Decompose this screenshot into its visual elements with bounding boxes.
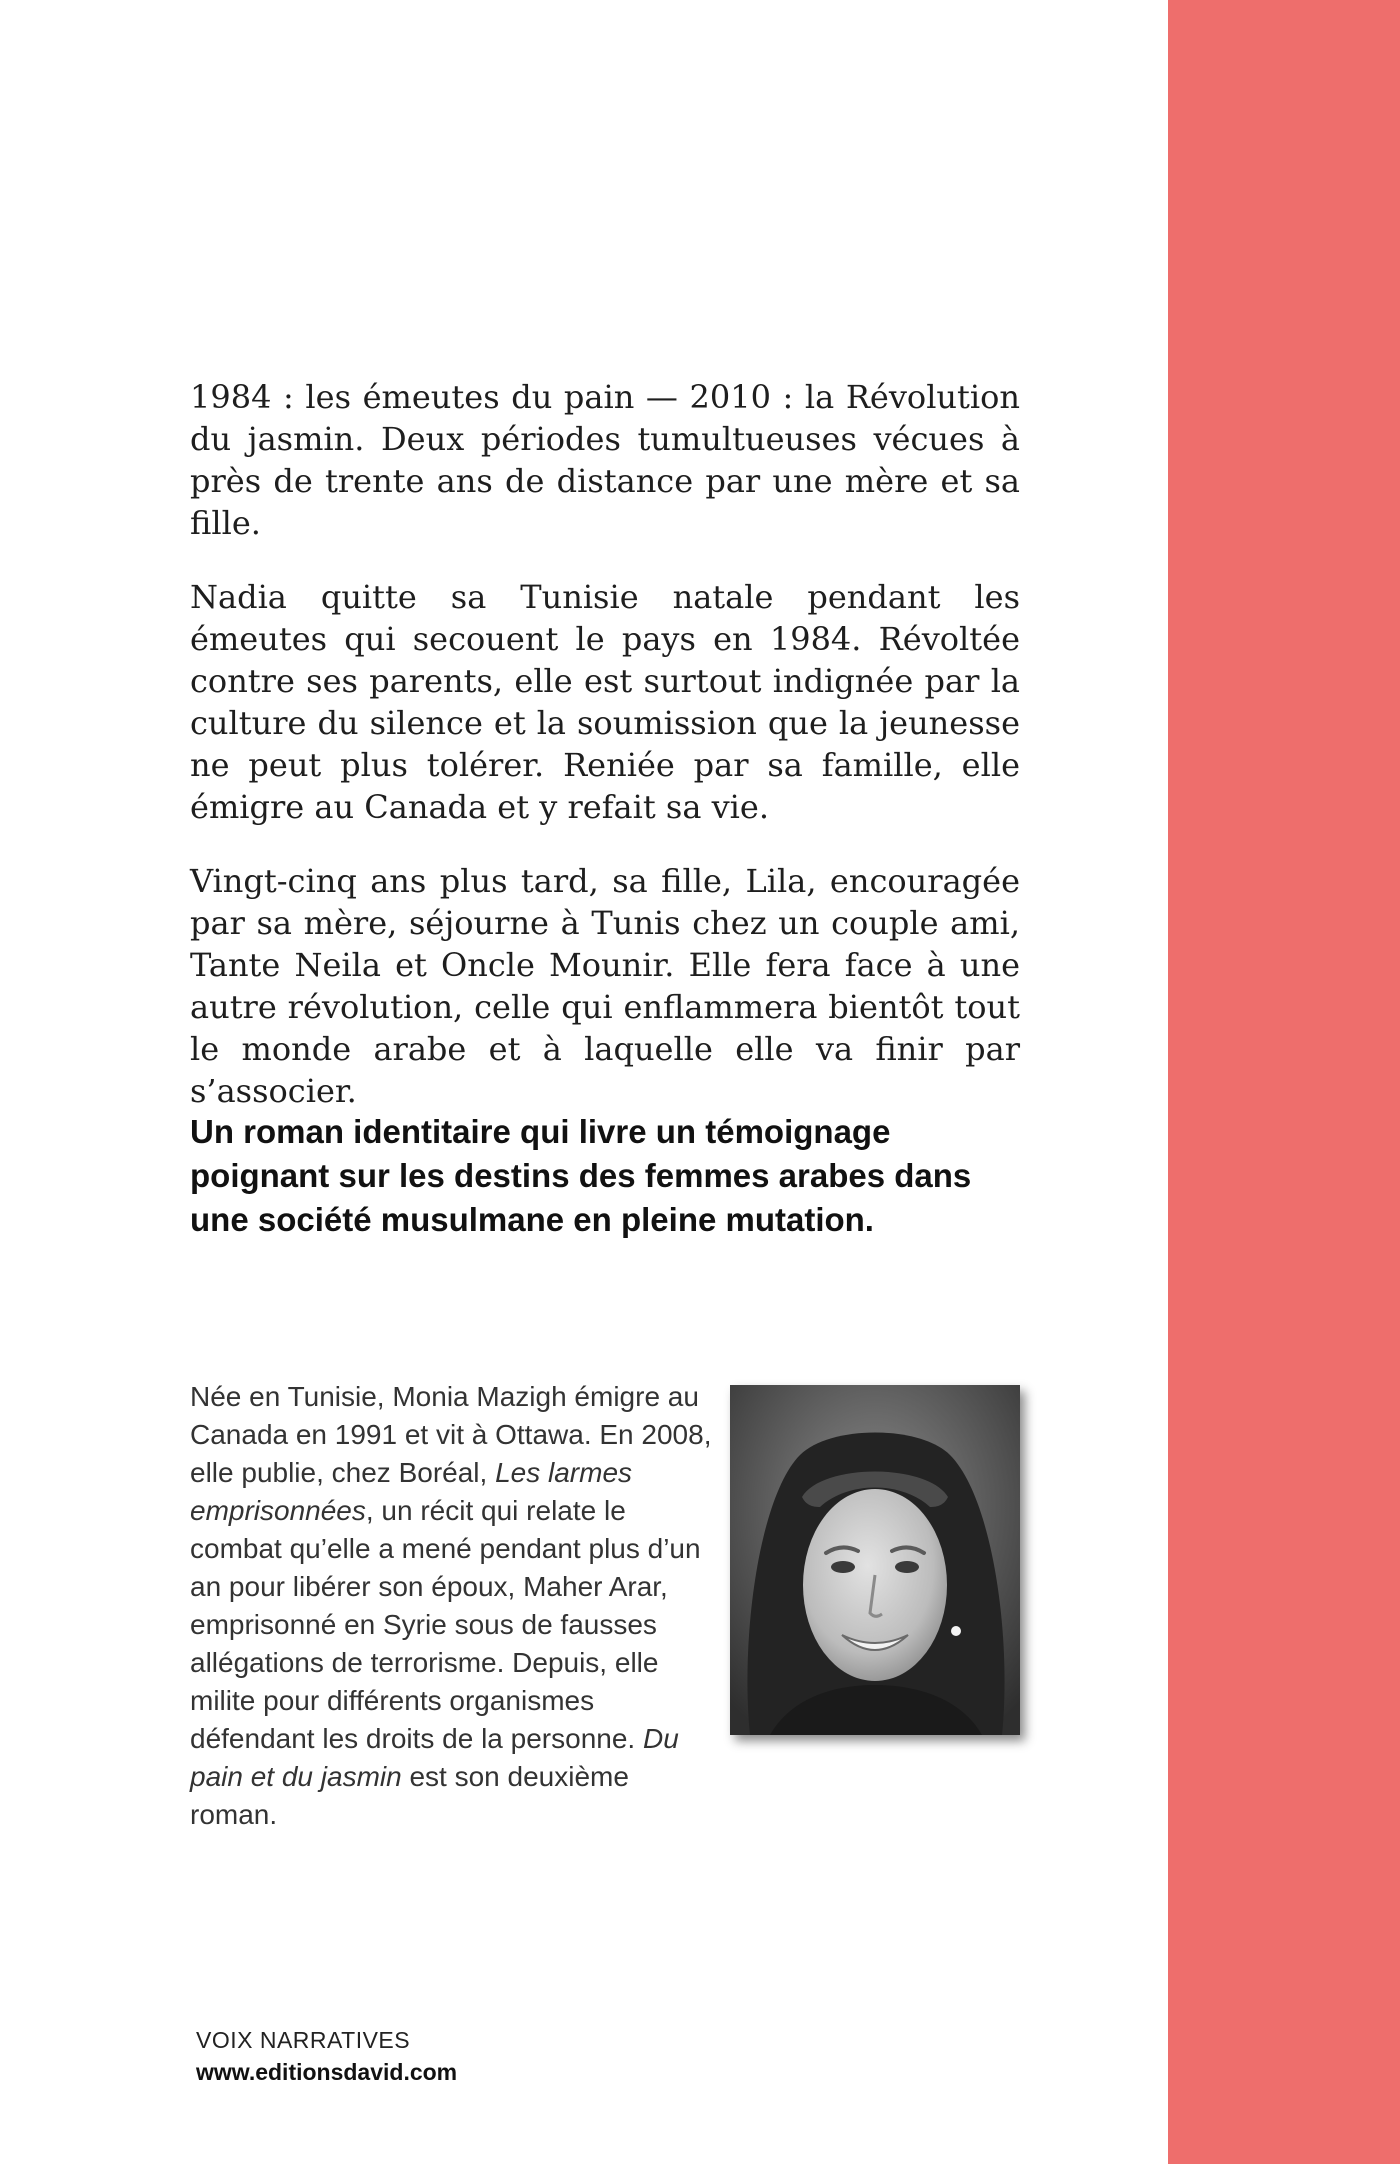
coral-side-band — [1168, 0, 1400, 2164]
tagline: Un roman identitaire qui livre un témoignage poignant sur les destins des femmes arabes dans une société musulmane en pleine mutation. — [190, 1113, 972, 1238]
publisher-website: www.editionsdavid.com — [196, 2059, 458, 2085]
bio-text-3: est son deuxième roman. — [190, 1761, 629, 1830]
bio-book-title-1: Les larmes emprisonnées — [190, 1457, 633, 1526]
bio-text-2: , un récit qui relate le combat qu’elle a mené pendant plus d’un an pour libérer son époux, Maher Arar, emprisonné en Syrie sous de fausses allégations de terrorisme. Depuis, elle milite pour différents organismes défendant les droits de la personne. — [190, 1495, 701, 1754]
synopsis-paragraph-2: Nadia quitte sa Tunisie natale pendant les émeutes qui secouent le pays en 1984. Révoltée contre ses parents, elle est surtout indignée par la culture du silence et la soumission que la jeunesse ne peut plus tolérer. Reniée par sa famille, elle émigre au Canada et y refait sa vie. — [190, 578, 1020, 826]
synopsis-paragraph-3: Vingt-cinq ans plus tard, sa fille, Lila, encouragée par sa mère, séjourne à Tunis chez un couple ami, Tante Neila et Oncle Mounir. Elle fera face à une autre révolution, celle qui enflammera bientôt tout le monde arabe et à laquelle elle va finir par s’associer. — [190, 862, 1020, 1110]
collection-name: VOIX NARRATIVES — [196, 2027, 411, 2053]
author-bio — [190, 1378, 712, 1834]
bio-book-title-2: Du pain et du jasmin — [190, 1723, 679, 1792]
synopsis — [190, 376, 1020, 1144]
bio-text-1: Née en Tunisie, Monia Mazigh émigre au Canada en 1991 et vit à Ottawa. En 2008, elle publie, chez Boréal, — [190, 1381, 712, 1488]
author-photo — [730, 1385, 1020, 1735]
synopsis-paragraph-1: 1984 : les émeutes du pain — 2010 : la Révolution du jasmin. Deux périodes tumultueuses vécues à près de trente ans de distance par une mère et sa fille. — [190, 378, 1020, 542]
